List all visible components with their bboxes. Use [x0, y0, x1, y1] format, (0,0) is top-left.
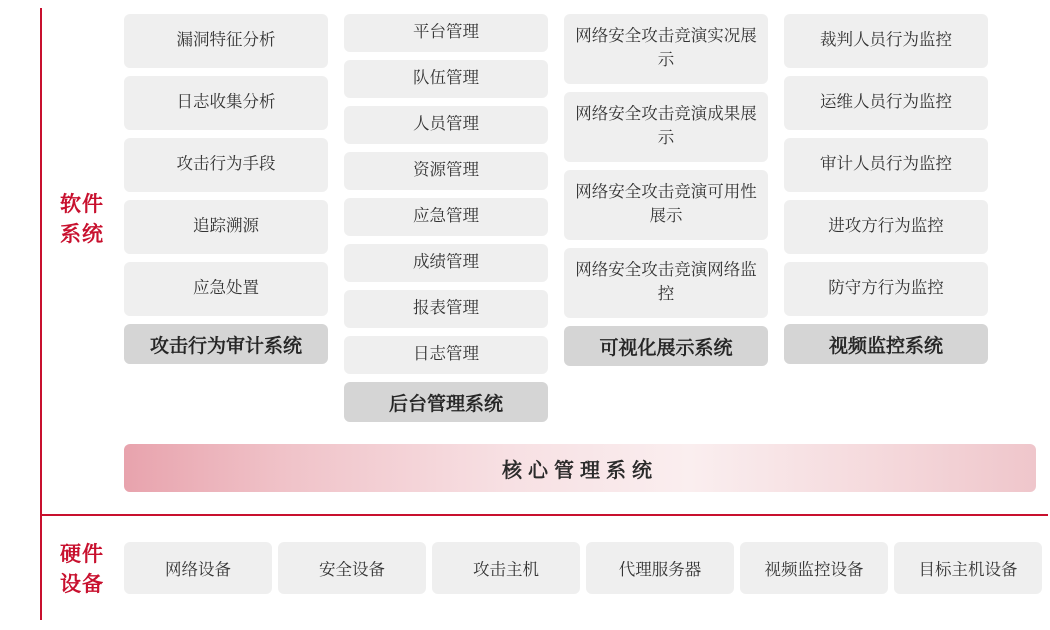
- column-title-attack-audit[interactable]: 攻击行为审计系统: [124, 324, 328, 364]
- list-item[interactable]: 网络安全攻击竞演可用性展示: [564, 170, 768, 240]
- list-item[interactable]: 平台管理: [344, 14, 548, 52]
- list-item[interactable]: 追踪溯源: [124, 200, 328, 254]
- list-item[interactable]: 报表管理: [344, 290, 548, 328]
- column-attack-audit: [124, 14, 328, 422]
- list-item[interactable]: 应急处置: [124, 262, 328, 316]
- list-item[interactable]: 日志管理: [344, 336, 548, 374]
- list-item[interactable]: 网络安全攻击竞演网络监控: [564, 248, 768, 318]
- list-item[interactable]: 网络安全攻击竞演成果展示: [564, 92, 768, 162]
- list-item[interactable]: 防守方行为监控: [784, 262, 988, 316]
- software-columns: [124, 14, 1036, 422]
- list-item[interactable]: 队伍管理: [344, 60, 548, 98]
- list-item[interactable]: 运维人员行为监控: [784, 76, 988, 130]
- list-item[interactable]: 裁判人员行为监控: [784, 14, 988, 68]
- hardware-item[interactable]: 安全设备: [278, 542, 426, 594]
- list-item[interactable]: 人员管理: [344, 106, 548, 144]
- list-item[interactable]: 网络安全攻击竞演实况展示: [564, 14, 768, 84]
- hardware-item[interactable]: 代理服务器: [586, 542, 734, 594]
- column-title-video-surveillance[interactable]: 视频监控系统: [784, 324, 988, 364]
- hardware-item[interactable]: 视频监控设备: [740, 542, 888, 594]
- column-title-visualization[interactable]: 可视化展示系统: [564, 326, 768, 366]
- hardware-device-row: [124, 542, 1042, 594]
- list-item[interactable]: 审计人员行为监控: [784, 138, 988, 192]
- section-label-hardware: [44, 540, 120, 600]
- list-item[interactable]: 攻击行为手段: [124, 138, 328, 192]
- core-management-system-bar[interactable]: 核心管理系统: [124, 444, 1036, 492]
- hardware-item[interactable]: 网络设备: [124, 542, 272, 594]
- software-hardware-divider: [40, 514, 1048, 516]
- section-label-hardware-line1: 硬件: [60, 543, 104, 566]
- column-title-backend-management[interactable]: 后台管理系统: [344, 382, 548, 422]
- section-label-software-line2: 系统: [60, 223, 104, 246]
- left-axis-line: [40, 8, 42, 620]
- section-label-hardware-line2: 设备: [60, 573, 104, 596]
- column-video-surveillance: [784, 14, 988, 422]
- hardware-item[interactable]: 攻击主机: [432, 542, 580, 594]
- column-backend-management: [344, 14, 548, 422]
- list-item[interactable]: 漏洞特征分析: [124, 14, 328, 68]
- column-visualization: [564, 14, 768, 422]
- list-item[interactable]: 成绩管理: [344, 244, 548, 282]
- list-item[interactable]: 进攻方行为监控: [784, 200, 988, 254]
- hardware-item[interactable]: 目标主机设备: [894, 542, 1042, 594]
- list-item[interactable]: 日志收集分析: [124, 76, 328, 130]
- section-label-software: [44, 190, 120, 250]
- section-label-software-line1: 软件: [60, 193, 104, 216]
- list-item[interactable]: 资源管理: [344, 152, 548, 190]
- list-item[interactable]: 应急管理: [344, 198, 548, 236]
